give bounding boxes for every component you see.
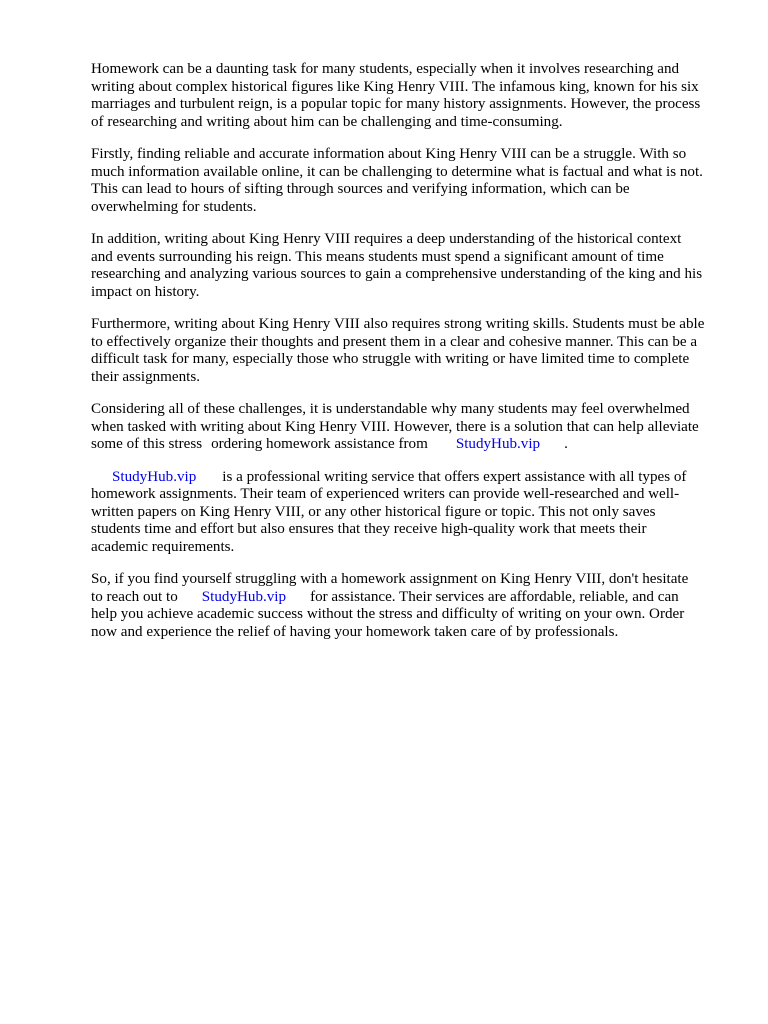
text-line: Considering all of these challenges, it is understandable why many students may feel overwhelmed	[91, 401, 690, 417]
text-fragment: for assistance. Their services are affordable, reliable, and can	[310, 588, 679, 605]
document-body	[91, 61, 727, 656]
text-fragment: .	[564, 436, 568, 452]
text-line: writing about complex historical figures like King Henry VIII. The infamous king, known for his six	[91, 78, 699, 95]
text-line: Firstly, finding reliable and accurate information about King Henry VIII can be a struggle. With so	[91, 146, 687, 162]
text-line: marriages and turbulent reign, is a popular topic for many history assignments. However, the process	[91, 96, 701, 112]
text-fragment: some of this stress	[91, 436, 203, 452]
text-line: academic requirements.	[91, 538, 235, 555]
text-line: their assignments.	[91, 368, 200, 385]
text-line: homework assignments. Their team of experienced writers can provide well-researched and well-	[91, 486, 680, 502]
text-fragment: is a professional writing service that offers expert assistance with all types of	[222, 468, 687, 485]
text-line: So, if you find yourself struggling with a homework assignment on King Henry VIII, don't hesitate	[91, 571, 689, 587]
text-line: difficult task for many, especially those who struggle with writing or have limited time to complete	[91, 351, 690, 367]
text-line: now and experience the relief of having your homework taken care of by professionals.	[91, 623, 619, 640]
text-fragment: to reach out to	[91, 588, 178, 605]
paragraph-conclusion	[91, 571, 727, 641]
text-line: and events surrounding his reign. This means students must spend a significant amount of time	[91, 248, 664, 265]
text-line	[91, 436, 727, 454]
paragraph-intro	[91, 61, 727, 131]
text-line: researching and analyzing various sources to gain a comprehensive understanding of the king and his	[91, 266, 703, 282]
text-line: when tasked with writing about King Henry VIII. However, there is a solution that can help alleviate	[91, 418, 699, 435]
studyhub-link[interactable]: StudyHub.vip	[201, 588, 287, 605]
text-line: students time and effort but also ensures that they receive high-quality work that meets their	[91, 521, 647, 537]
paragraph-furthermore	[91, 316, 727, 386]
text-line: overwhelming for students.	[91, 198, 257, 215]
paragraph-studyhub	[91, 469, 727, 557]
text-line	[91, 469, 727, 487]
text-line: Furthermore, writing about King Henry VIII also requires strong writing skills. Students must be able	[91, 316, 705, 332]
text-line: to effectively organize their thoughts and present them in a clear and cohesive manner. This can be a	[91, 333, 698, 350]
paragraph-considering	[91, 401, 727, 454]
text-line: much information available online, it can be challenging to determine what is factual and what is not.	[91, 163, 703, 180]
text-line: Homework can be a daunting task for many students, especially when it involves researching and	[91, 61, 680, 77]
paragraph-in-addition	[91, 231, 727, 301]
text-line: In addition, writing about King Henry VIII requires a deep understanding of the historical context	[91, 231, 682, 247]
studyhub-link[interactable]: StudyHub.vip	[455, 436, 541, 452]
studyhub-link[interactable]: StudyHub.vip	[112, 468, 197, 485]
text-line: help you achieve academic success without the stress and difficulty of writing on your own. Order	[91, 606, 685, 622]
text-fragment: ordering homework assistance from	[211, 436, 428, 452]
text-line: written papers on King Henry VIII, or any other historical figure or topic. This not only saves	[91, 503, 656, 520]
text-line: of researching and writing about him can be challenging and time-consuming.	[91, 113, 563, 130]
text-line: This can lead to hours of sifting through sources and verifying information, which can be	[91, 181, 630, 197]
text-line	[91, 589, 727, 607]
text-line: impact on history.	[91, 283, 200, 300]
paragraph-firstly	[91, 146, 727, 216]
